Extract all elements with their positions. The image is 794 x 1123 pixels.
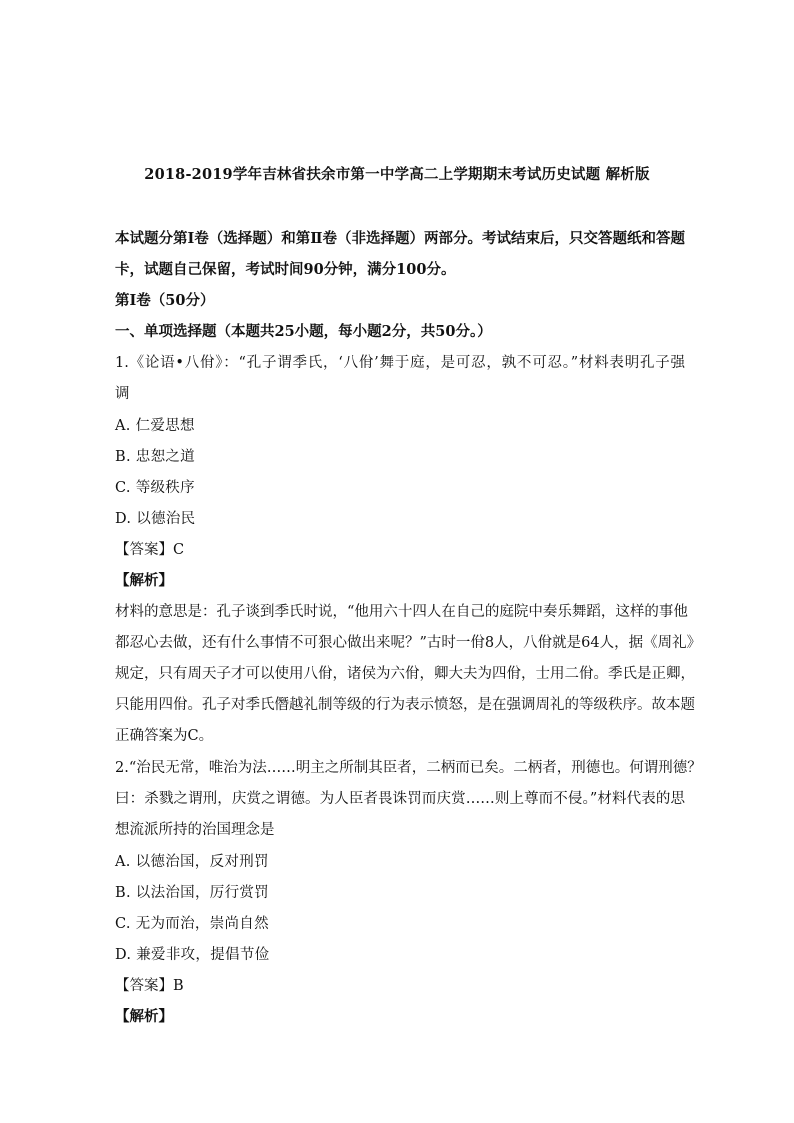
intro-line-2: 卡，试题自己保留，考试时间90分钟，满分100分。 [115,261,456,278]
q1-option-b: B. 忠恕之道 [115,449,195,465]
q2-option-d: D. 兼爱非攻，提倡节俭 [115,947,270,963]
q1-answer: 【答案】C [115,542,185,558]
q2-stem-line-2: 曰：杀戮之谓刑，庆赏之谓德。为人臣者畏诛罚而庆赏……则上尊而不侵。”材料代表的思 [115,791,685,807]
q2-answer: 【答案】B [115,978,184,994]
q1-analysis-label: 【解析】 [115,572,173,589]
q2-option-a: A. 以德治国，反对刑罚 [115,854,269,870]
q1-analysis-line-2: 都忍心去做，还有什么事情不可狠心做出来呢？”古时一佾8人，八佾就是64人，据《周礼》 [115,635,702,651]
q1-stem-line-2: 调 [115,386,130,402]
q2-option-b: B. 以法治国，厉行赏罚 [115,885,269,901]
q2-stem-line-3: 想流派所持的治国理念是 [115,822,275,838]
q2-analysis-label: 【解析】 [115,1008,173,1025]
q1-stem-line-1: 1.《论语•八佾》：“孔子谓季氏，‘八佾’舞于庭，是可忍，孰不可忍。”材料表明孔子强 [115,355,685,371]
q1-option-c: C. 等级秩序 [115,480,195,496]
q1-analysis-line-4: 只能用四佾。孔子对季氏僭越礼制等级的行为表示愤怒，是在强调周礼的等级秩序。故本题 [115,697,695,713]
q1-analysis-line-1: 材料的意思是：孔子谈到季氏时说，“他用六十四人在自己的庭院中奏乐舞蹈，这样的事他 [115,604,688,620]
q1-option-d: D. 以德治民 [115,511,196,527]
q1-analysis-line-5: 正确答案为C。 [115,728,214,744]
q2-option-c: C. 无为而治，崇尚自然 [115,916,269,932]
document-title: 2018-2019学年吉林省扶余市第一中学高二上学期期末考试历史试题 解析版 [144,166,650,183]
q1-analysis-line-3: 规定，只有周天子才可以使用八佾，诸侯为六佾，卿大夫为四佾，士用二佾。季氏是正卿， [115,666,695,682]
section-heading: 一、单项选择题（本题共25小题，每小题2分，共50分。） [115,323,492,340]
intro-line-1: 本试题分第Ⅰ卷（选择题）和第Ⅱ卷（非选择题）两部分。考试结束后，只交答题纸和答题 [115,230,685,247]
q2-stem-line-1: 2.“治民无常，唯治为法……明主之所制其臣者，二柄而已矣。二柄者，刑德也。何谓刑德？ [115,760,702,776]
part1-heading: 第Ⅰ卷（50分） [115,292,215,309]
q1-option-a: A. 仁爱思想 [115,418,195,434]
